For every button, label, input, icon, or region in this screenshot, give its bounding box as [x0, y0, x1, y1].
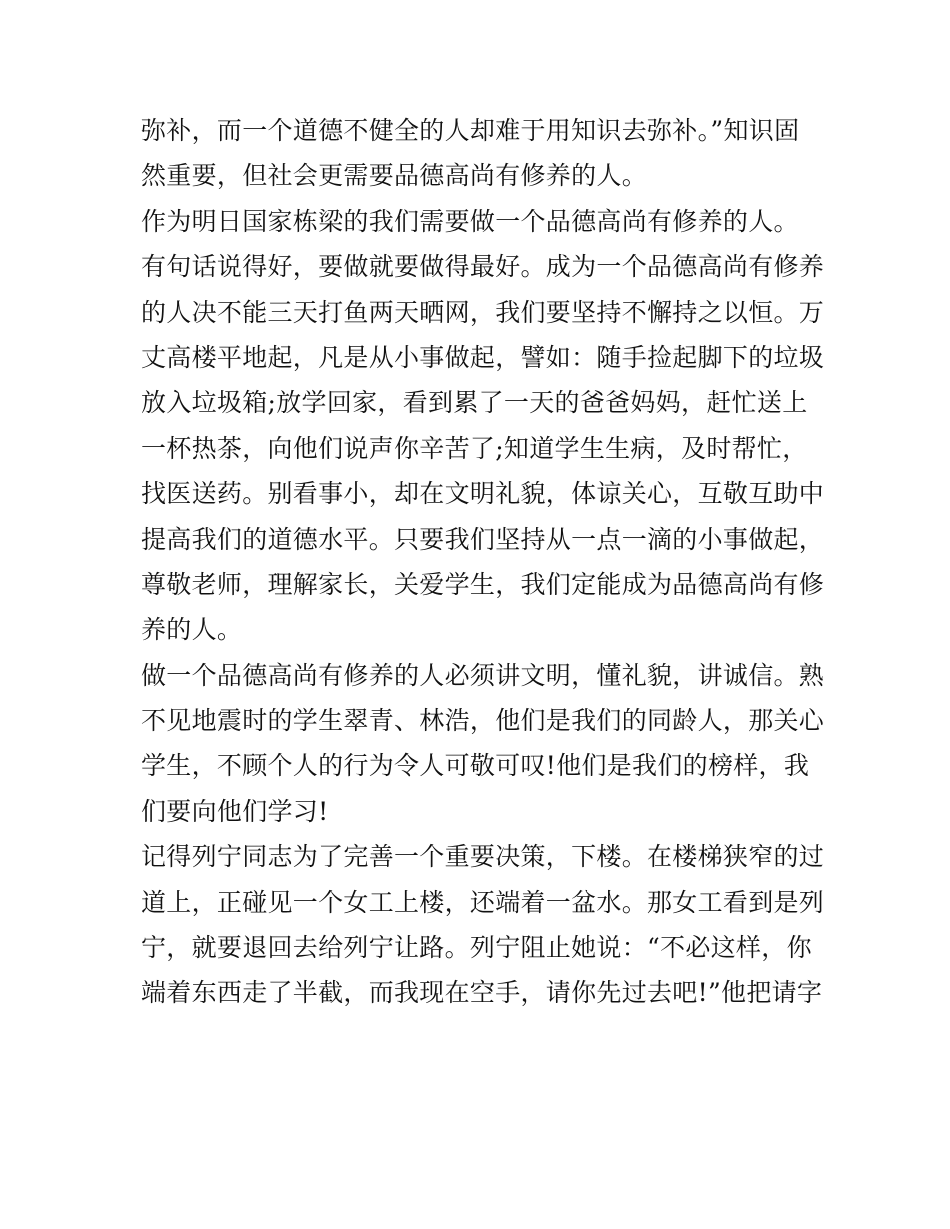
text-line: 弥补，而一个道德不健全的人却难于用知识去弥补。”知识固	[141, 116, 800, 145]
text-line: 提高我们的道德水平。只要我们坚持从一点一滴的小事做起，	[141, 524, 825, 554]
document-body	[141, 108, 825, 1016]
text-line: 丈高楼平地起，凡是从小事做起，譬如：随手捡起脚下的垃圾	[141, 342, 825, 372]
text-line: 养的人。	[141, 615, 243, 645]
text-line: 宁，就要退回去给列宁让路。列宁阻止她说：“不必这样，你	[141, 933, 812, 963]
text-line: 找医送药。别看事小，却在文明礼貌，体谅关心，互敬互助中	[141, 479, 825, 509]
text-line: 一杯热茶，向他们说声你辛苦了;知道学生生病，及时帮忙，	[141, 433, 808, 463]
text-line: 放入垃圾箱;放学回家，看到累了一天的爸爸妈妈，赶忙送上	[141, 388, 808, 418]
text-line: 们要向他们学习!	[141, 796, 329, 826]
text-line: 记得列宁同志为了完善一个重要决策，下楼。在楼梯狭窄的过	[141, 842, 825, 872]
text-line: 学生，不顾个人的行为令人可敬可叹!他们是我们的榜样，我	[141, 751, 810, 781]
text-line: 做一个品德高尚有修养的人必须讲文明，懂礼貌，讲诚信。熟	[141, 660, 825, 690]
text-line: 作为明日国家栋梁的我们需要做一个品德高尚有修养的人。	[141, 206, 799, 236]
text-line: 然重要，但社会更需要品德高尚有修养的人。	[141, 161, 648, 191]
text-line: 有句话说得好，要做就要做得最好。成为一个品德高尚有修养	[141, 252, 825, 282]
text-line: 不见地震时的学生翠青、林浩，他们是我们的同龄人，那关心	[141, 706, 825, 736]
text-line: 端着东西走了半截，而我现在空手，请你先过去吧!”他把请字	[141, 978, 823, 1008]
text-line: 的人决不能三天打鱼两天晒网，我们要坚持不懈持之以恒。万	[141, 297, 825, 327]
text-line: 尊敬老师，理解家长，关爱学生，我们定能成为品德高尚有修	[141, 569, 825, 599]
text-line: 道上，正碰见一个女工上楼，还端着一盆水。那女工看到是列	[141, 887, 825, 917]
